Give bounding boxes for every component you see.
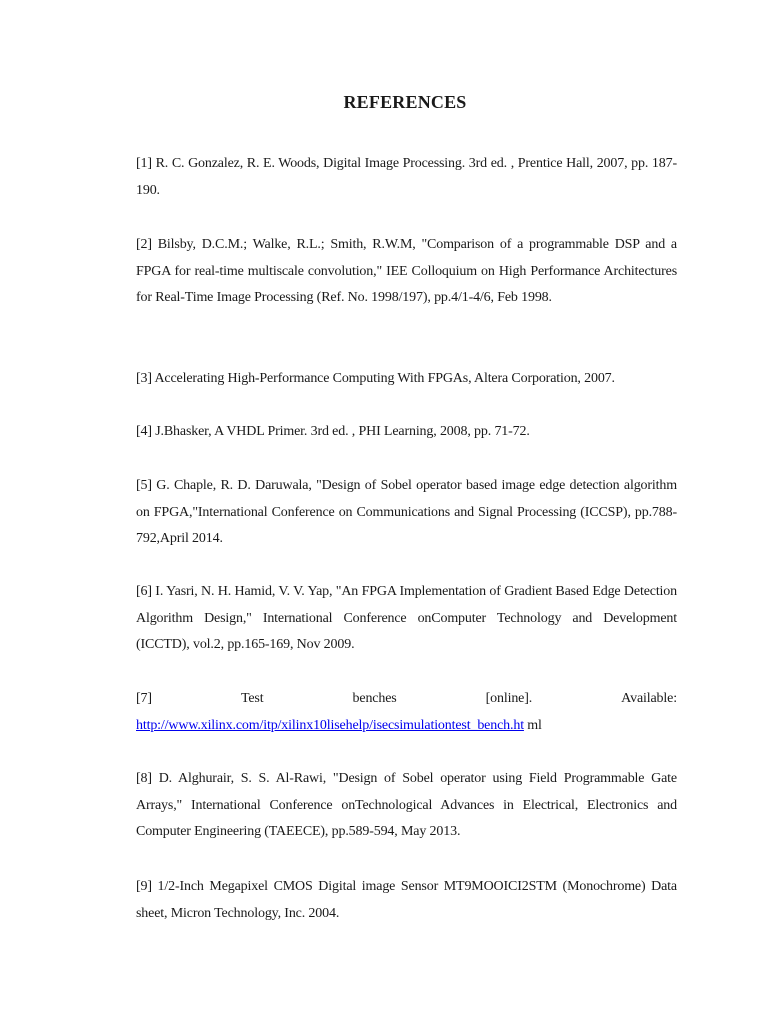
reference-7-word-benches: benches	[352, 691, 397, 706]
reference-2: [2] Bilsby, D.C.M.; Walke, R.L.; Smith, R.W.M, "Comparison of a programmable DSP and a FPGA for real-time multiscale convolution," IEE Colloquium on High Performance Architectures for Real-Time Image Processing (Ref. No. 1998/197), pp.4/1-4/6, Feb 1998.	[136, 237, 677, 306]
reference-9: [9] 1/2-Inch Megapixel CMOS Digital image Sensor MT9MOOICI2STM (Monochrome) Data sheet, Micron Technology, Inc. 2004.	[136, 879, 677, 921]
reference-5: [5] G. Chaple, R. D. Daruwala, "Design of Sobel operator based image edge detection algorithm on FPGA,"International Conference on Communications and Signal Processing (ICCSP), pp.788-792,April 2014.	[136, 478, 677, 547]
reference-7-link[interactable]: http://www.xilinx.com/itp/xilinx10lisehelp/isecsimulationtest_bench.ht	[136, 717, 524, 733]
reference-1: [1] R. C. Gonzalez, R. E. Woods, Digital Image Processing. 3rd ed. , Prentice Hall, 2007, pp. 187-190.	[136, 156, 677, 198]
reference-7-link-suffix: ml	[523, 717, 542, 733]
reference-7-word-available: Available:	[621, 691, 677, 706]
reference-8: [8] D. Alghurair, S. S. Al-Rawi, "Design of Sobel operator using Field Programmable Gate Arrays," International Conference onTechnological Advances in Electrical, Electronics and Computer Engineering (TAEECE), pp.589-594, May 2013.	[136, 771, 677, 840]
reference-6: [6] I. Yasri, N. H. Hamid, V. V. Yap, "An FPGA Implementation of Gradient Based Edge Detection Algorithm Design," International Conference onComputer Technology and Development (ICCTD), vol.2, pp.165-169, Nov 2009.	[136, 584, 677, 653]
reference-7-word-online: [online].	[485, 691, 533, 706]
reference-7	[136, 686, 677, 739]
page-title: REFERENCES	[343, 92, 467, 112]
reference-4: [4] J.Bhasker, A VHDL Primer. 3rd ed. , PHI Learning, 2008, pp. 71-72.	[136, 424, 530, 439]
reference-3: [3] Accelerating High-Performance Computing With FPGAs, Altera Corporation, 2007.	[136, 371, 615, 386]
reference-7-first-line	[136, 686, 677, 713]
reference-7-word-test: Test	[240, 691, 264, 706]
reference-7-second-line	[136, 713, 677, 740]
reference-7-number: [7]	[136, 691, 152, 706]
